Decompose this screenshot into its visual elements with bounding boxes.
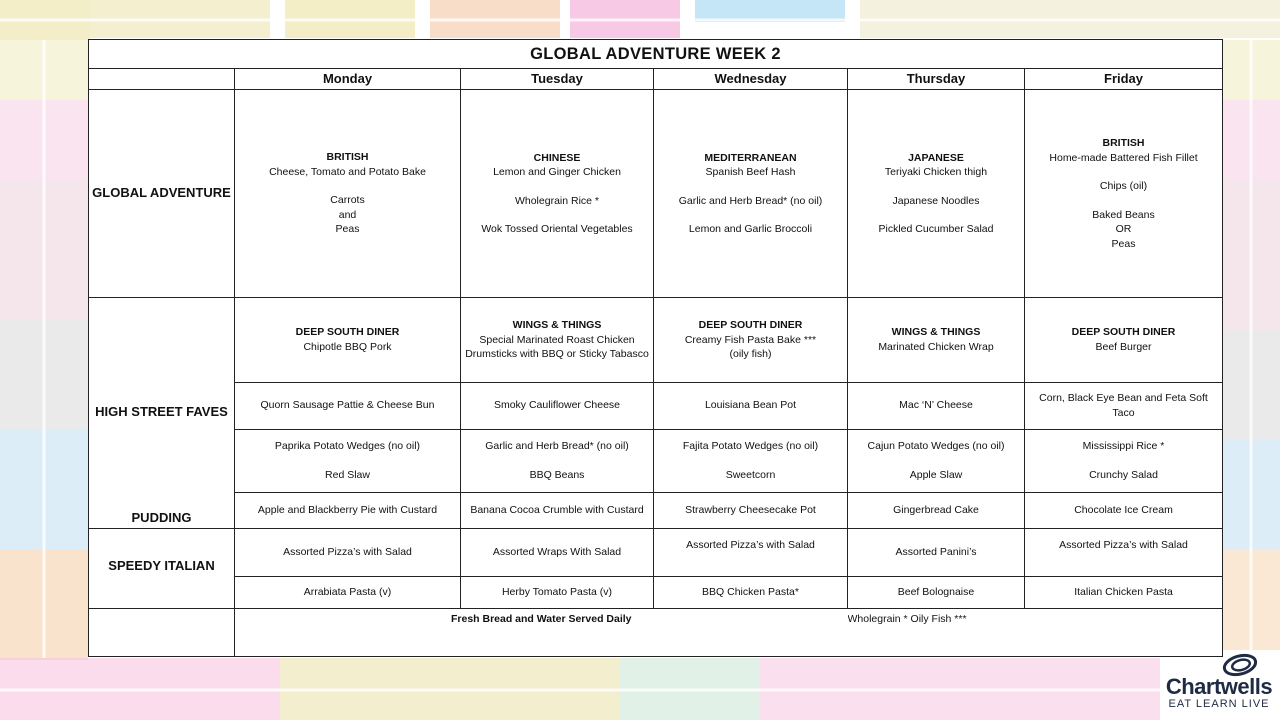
dish-label: Teriyaki Chicken thigh <box>884 166 988 179</box>
global-cell-monday <box>235 90 461 298</box>
day-header-monday: Monday <box>235 69 461 90</box>
speedy-main-wednesday: Assorted Pizza’s with Salad <box>654 528 848 576</box>
dish-label: Drumsticks with BBQ or Sticky Tabasco <box>465 348 649 361</box>
side-label: Japanese Noodles <box>892 194 980 207</box>
high-street-veg-tuesday: Smoky Cauliflower Cheese <box>461 382 654 429</box>
side-label: Garlic and Herb Bread* (no oil) <box>678 194 823 207</box>
pudding-thursday: Gingerbread Cake <box>848 492 1025 528</box>
dish-label: (oily fish) <box>729 348 772 361</box>
row-header-global-adventure: GLOBAL ADVENTURE <box>89 90 235 298</box>
side-label: OR <box>1115 223 1132 236</box>
day-header-wednesday: Wednesday <box>654 69 848 90</box>
dish-label: Spanish Beef Hash <box>705 166 796 179</box>
logo-wordmark: Chartwells <box>1165 674 1273 699</box>
day-header-tuesday: Tuesday <box>461 69 654 90</box>
category-label: DEEP SOUTH DINER <box>295 326 400 339</box>
side-label: Red Slaw <box>325 468 370 481</box>
speedy-pasta-friday: Italian Chicken Pasta <box>1025 576 1223 608</box>
high-street-veg-wednesday: Louisiana Bean Pot <box>654 382 848 429</box>
side-label: Fajita Potato Wedges (no oil) <box>682 440 819 453</box>
speedy-pasta-wednesday: BBQ Chicken Pasta* <box>654 576 848 608</box>
dish-label: Beef Burger <box>1095 340 1152 353</box>
side-label: and <box>338 208 357 221</box>
chartwells-logo <box>1160 652 1278 718</box>
dish-label: Home-made Battered Fish Fillet <box>1049 151 1198 164</box>
side-label: Baked Beans <box>1092 208 1155 221</box>
side-label: Peas <box>1111 237 1136 250</box>
side-label: Sweetcorn <box>725 468 776 481</box>
dish-label: Special Marinated Roast Chicken <box>479 333 635 346</box>
speedy-main-monday: Assorted Pizza’s with Salad <box>235 528 461 576</box>
dish-label: Creamy Fish Pasta Bake *** <box>684 333 817 346</box>
global-cell-wednesday <box>654 90 848 298</box>
speedy-pasta-thursday: Beef Bolognaise <box>848 576 1025 608</box>
category-label: BRITISH <box>326 151 369 164</box>
global-cell-thursday <box>848 90 1025 298</box>
side-label: BBQ Beans <box>529 468 585 481</box>
row-header-high-street-faves: HIGH STREET FAVES <box>89 298 235 429</box>
side-label: Lemon and Garlic Broccoli <box>688 223 813 236</box>
side-label: Garlic and Herb Bread* (no oil) <box>485 440 629 453</box>
day-header-friday: Friday <box>1025 69 1223 90</box>
side-label: Wok Tossed Oriental Vegetables <box>481 223 633 236</box>
high-street-sides-wednesday <box>654 429 848 492</box>
speedy-main-thursday: Assorted Panini’s <box>848 528 1025 576</box>
side-label: Cajun Potato Wedges (no oil) <box>867 440 1005 453</box>
dish-label: Cheese, Tomato and Potato Bake <box>269 165 426 178</box>
high-street-veg-monday: Quorn Sausage Pattie & Cheese Bun <box>235 382 461 429</box>
category-label: CHINESE <box>533 151 581 164</box>
dish-label: Lemon and Ginger Chicken <box>493 166 621 179</box>
side-label: Pickled Cucumber Salad <box>878 223 994 236</box>
speedy-main-tuesday: Assorted Wraps With Salad <box>461 528 654 576</box>
footer-note: Fresh Bread and Water Served Daily <box>235 608 848 656</box>
swirl-emblem-icon <box>1220 652 1260 678</box>
global-cell-tuesday <box>461 90 654 298</box>
global-cell-friday <box>1025 90 1223 298</box>
side-label: Paprika Potato Wedges (no oil) <box>274 440 421 453</box>
high-street-sides-monday <box>235 429 461 492</box>
high-street-veg-thursday: Mac ‘N’ Cheese <box>848 382 1025 429</box>
side-label: Crunchy Salad <box>1089 468 1158 481</box>
dish-label: Marinated Chicken Wrap <box>878 340 994 353</box>
speedy-main-friday: Assorted Pizza’s with Salad <box>1025 528 1223 576</box>
high-street-sides-friday <box>1025 429 1223 492</box>
category-label: DEEP SOUTH DINER <box>698 319 803 332</box>
side-label: Apple Slaw <box>909 468 963 481</box>
category-label: DEEP SOUTH DINER <box>1071 326 1176 339</box>
logo-tagline: EAT LEARN LIVE <box>1168 698 1270 710</box>
pudding-friday: Chocolate Ice Cream <box>1025 492 1223 528</box>
footer-key: Wholegrain * Oily Fish *** <box>848 608 1223 656</box>
row-header-speedy-italian: SPEEDY ITALIAN <box>89 528 235 608</box>
high-street-main-monday <box>235 298 461 382</box>
side-label: Peas <box>335 223 360 236</box>
menu-title: GLOBAL ADVENTURE WEEK 2 <box>89 40 1223 69</box>
menu-table <box>88 39 1223 657</box>
side-label: Mississippi Rice * <box>1082 440 1165 453</box>
pudding-wednesday: Strawberry Cheesecake Pot <box>654 492 848 528</box>
row-header-spacer <box>89 429 235 492</box>
high-street-sides-tuesday <box>461 429 654 492</box>
day-header-thursday: Thursday <box>848 69 1025 90</box>
row-header-pudding: PUDDING <box>89 492 235 528</box>
side-label: Chips (oil) <box>1099 180 1148 193</box>
side-label: Wholegrain Rice * <box>514 194 600 207</box>
category-label: BRITISH <box>1102 137 1145 150</box>
category-label: WINGS & THINGS <box>891 326 981 339</box>
category-label: WINGS & THINGS <box>512 319 602 332</box>
high-street-main-thursday <box>848 298 1025 382</box>
category-label: MEDITERRANEAN <box>704 151 797 164</box>
high-street-main-tuesday <box>461 298 654 382</box>
pudding-tuesday: Banana Cocoa Crumble with Custard <box>461 492 654 528</box>
speedy-pasta-tuesday: Herby Tomato Pasta (v) <box>461 576 654 608</box>
high-street-sides-thursday <box>848 429 1025 492</box>
pudding-monday: Apple and Blackberry Pie with Custard <box>235 492 461 528</box>
high-street-veg-friday: Corn, Black Eye Bean and Feta Soft Taco <box>1025 382 1223 429</box>
high-street-main-friday <box>1025 298 1223 382</box>
category-label: JAPANESE <box>908 151 964 164</box>
speedy-pasta-monday: Arrabiata Pasta (v) <box>235 576 461 608</box>
side-label: Carrots <box>330 194 365 207</box>
high-street-main-wednesday <box>654 298 848 382</box>
corner-cell <box>89 69 235 90</box>
footer-spacer <box>89 608 235 656</box>
dish-label: Chipotle BBQ Pork <box>303 340 392 353</box>
